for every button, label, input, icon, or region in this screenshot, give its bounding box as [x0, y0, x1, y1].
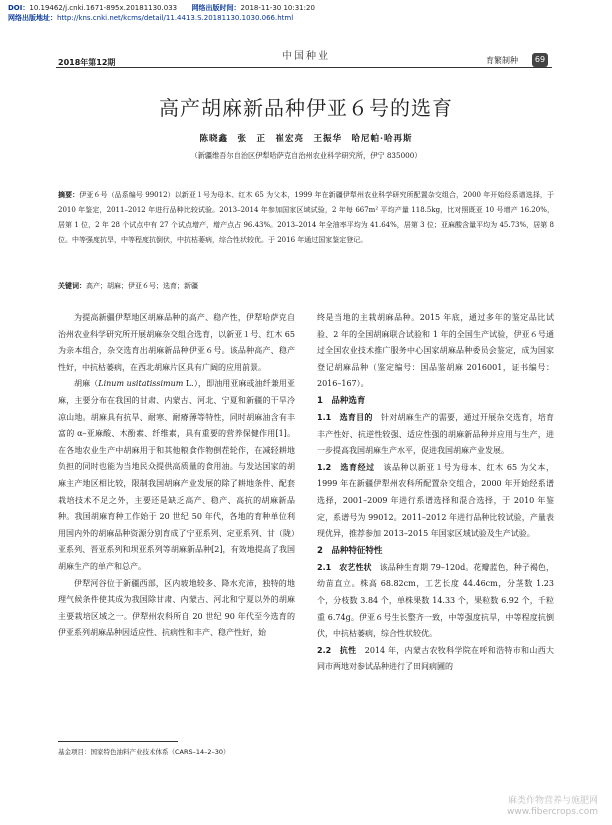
online-address-label: 网络出版地址： — [8, 14, 57, 22]
background-text: L.），即油用亚麻或油纤兼用亚麻，主要分布在我国的甘肃、内蒙古、河北、宁夏和新疆的干旱冷凉山地。胡麻具有抗旱、耐寒、耐瘠薄等特性，同时胡麻油含有丰富的 α–亚麻酸、木酚素、纤维素，具有重要的营养保健作用[1]。在各地农业生产中胡麻用于和其他粮食作物倒茬轮作，在减轻耕地负担的同时也能为当地民众提供高质量的食用油。与发达国家的胡麻主产地区相比较，限制我国胡麻产业发展的除了耕地条件、配套栽培技术不足之外，主要还是缺乏高产、稳产、高抗的胡麻新品种。我国胡麻育种工作始于 20 世纪 50 年代，各地的育种单位利用国内外的胡麻品种资源分别育成了宁亚系列、定亚系列、甘（陇）亚系列、晋亚系列和坝亚系列等胡麻新品种[2]，有效地提高了我国胡麻生产的单产和总产。 — [58, 379, 295, 571]
funding-footnote: 基金项目：国家特色油料产业技术体系（CARS–14–2–30） — [58, 748, 230, 756]
section-2-1-text: 该品种生育期 79–120d。花瓣蓝色，种子褐色，幼苗直立。株高 68.82cm，工艺长度 44.46cm，分茎数 1.23 个，分枝数 3.84 个，单株果数 14.33 个，果粒数 6.92 个，千粒重 6.74g。伊亚６号生长整齐一致，中等强度抗旱，中等程度抗倒伏，中抗枯萎病，综合性状较优。 — [317, 562, 554, 639]
body-left-column — [58, 310, 295, 642]
abstract — [58, 188, 554, 248]
section-name: 育繁制种 — [486, 56, 518, 65]
intro-paragraph: 为提高新疆伊犁地区胡麻品种的高产、稳产性，伊犁哈萨克自治州农业科学研究所开展胡麻杂交组合选育，以新亚１号、红木 65 为亲本组合，杂交选育出胡麻新品种伊亚６号。该品种高产、稳产性好，中抗枯萎病，在西北胡麻片区具有广阔的应用前景。 — [58, 313, 295, 372]
publish-time-value: 2018-11-30 10:31:20 — [240, 4, 315, 12]
publish-time-label: 网络出版时间： — [191, 4, 241, 12]
journal-name: 中国种业 — [282, 51, 330, 62]
page-number: 69 — [532, 53, 548, 67]
section-1-2-text: 该品种以新亚１号为母本、红木 65 为父本，1999 年在新疆伊犁州农科所配置杂交组合，2000 年开始经系谱选择，2001–2009 年进行系谱选择和混合选择，于 2010 年鉴定，系谱号为 99012。2011–2012 年进行品种比较试验，产量表现优异，推荐参加 2013–2015 年国家区域试验及生产试验。 — [317, 462, 555, 539]
section-2-1-title: 2.1 农艺性状 — [317, 562, 372, 572]
background-paragraph — [58, 376, 295, 575]
section-1-1-title: 1.1 选育目的 — [317, 412, 373, 422]
watermark-line-2: www.fibercrops.com — [507, 807, 598, 817]
section-2-2-title: 2.2 抗性 — [317, 645, 357, 655]
keywords-text: 高产；胡麻；伊亚６号；选育；新疆 — [86, 282, 198, 290]
heading-breeding: 1 品种选育 — [317, 395, 366, 406]
online-address-link[interactable]: http://kns.cnki.net/kcms/detail/11.4413.S.20181130.1030.066.html — [57, 14, 294, 22]
site-watermark — [478, 796, 598, 818]
section-1-2-title: 1.2 选育经过 — [317, 462, 375, 472]
watermark-line-1: 麻类作物营养与施肥网 — [507, 796, 598, 806]
online-address-line — [8, 13, 293, 23]
latin-name: Linum usitatissimum — [98, 379, 184, 389]
footnote-divider — [58, 741, 178, 742]
article-title: 高产胡麻新品种伊亚６号的选育 — [159, 96, 453, 120]
section-1-2 — [317, 460, 554, 543]
journal-issue: 2018年第12期 — [58, 58, 116, 67]
author-affiliation: （新疆维吾尔自治区伊犁哈萨克自治州农业科学研究所，伊宁 835000） — [190, 151, 422, 160]
section-1-1 — [317, 410, 554, 460]
doi-value: 10.19462/j.cnki.1671-895x.20181130.033 — [29, 4, 178, 12]
section-2-2-text: 2014 年，内蒙古农牧科学院在呼和浩特市和山西大同市两地对参试品种进行了田间病圃的 — [317, 645, 555, 672]
doi-line — [8, 3, 315, 13]
heading-traits: 2 品种特征特性 — [317, 545, 383, 556]
doi-label: DOI： — [8, 4, 30, 12]
section-2-1 — [317, 560, 554, 643]
keywords-label: 关键词： — [58, 282, 86, 290]
article-authors: 陈晓鑫 张 正 崔宏亮 王振华 哈尼帕·哈再斯 — [199, 134, 413, 144]
abstract-label: 摘要： — [58, 191, 80, 199]
body-right-column — [317, 310, 554, 676]
abstract-text: 伊亚６号（品系编号 99012）以新亚１号为母本、红木 65 为父本，1999 年在新疆伊犁州农业科学研究所配置杂交组合，2000 年开始经系谱选择，于 2010 年鉴定，2011–2012 年进行品种比较试验。2013–2014 年参加国家区域试验，2 年每 667m² 平均产量 118.5kg，比对照既亚 10 号增产 16.20%，居第 1 位，2 年 28 个试点中有 27 个试点增产，增产点占 96.43%。2013–2014 年全油率平均为 41.64%，居第 3 位；亚麻酸含量平均为 45.73%，居第 8 位。中等强度抗旱，中等程度抗倒伏，中抗枯萎病，综合性状较优。于 2016 年通过国家鉴定登记。 — [58, 191, 555, 244]
section-1-1-text: 针对胡麻生产的需要，通过开展杂交选育，培育丰产性好、抗逆性较强、适应性强的胡麻新品种并应用与生产，进一步提高我国胡麻生产水平，促进我国胡麻产业发展。 — [317, 412, 555, 456]
section-2-2 — [317, 643, 554, 676]
header-divider — [56, 67, 552, 68]
region-paragraph: 伊犁河谷位于新疆西部，区内坡地较多、降水充沛，独特的地理气候条件使其成为我国除甘肃、内蒙古、河北和宁夏以外的胡麻主要栽培区域之一。伊犁州农科所自 20 世纪 90 年代至今选育的伊亚系列胡麻品种因适应性、抗病性和丰产、稳产性好，始 — [58, 578, 295, 638]
keywords — [58, 280, 554, 292]
background-lead: 胡麻（ — [74, 379, 99, 389]
registration-paragraph: 终是当地的主栽胡麻品种。2015 年底，通过多年的鉴定品比试验、2 年的全国胡麻联合试验和 1 年的全国生产试验，伊亚６号通过全国农业技术推广服务中心国家胡麻品种委员会鉴定，成为国家登记胡麻品种（鉴定编号：国品鉴胡麻 2016001，证书编号：2016–167）。 — [317, 313, 554, 389]
